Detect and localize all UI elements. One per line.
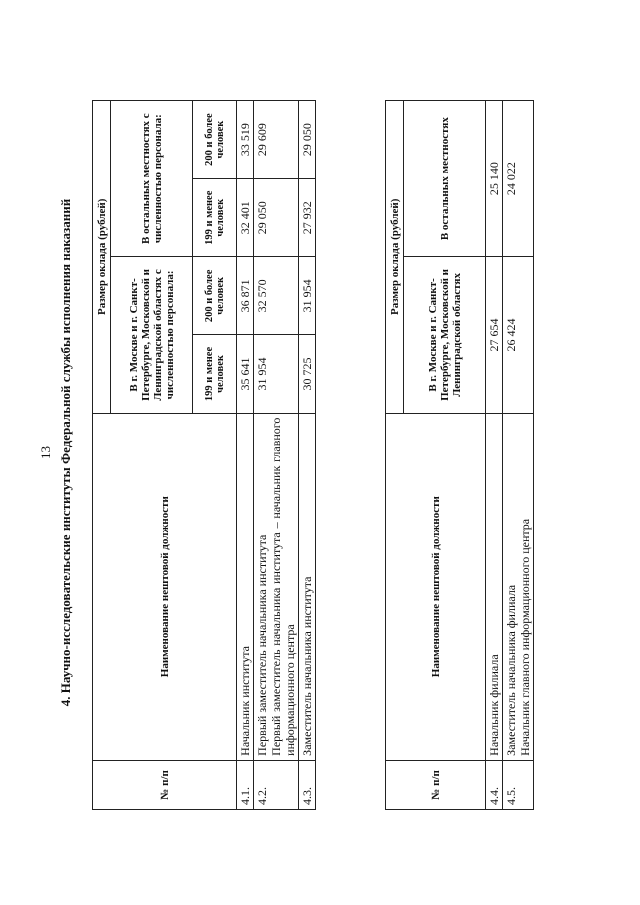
row-number: 4.4. <box>486 760 503 809</box>
table-row <box>299 101 316 810</box>
salary-table-1 <box>92 100 316 810</box>
subheader-other-199: 199 и менее человек <box>193 179 237 257</box>
salary-moscow-200: 36 871 <box>237 257 254 335</box>
other-header: В остальных местностях <box>404 101 486 257</box>
section-title: 4. Научно-исследовательские институты Федеральной службы исполнения наказаний <box>58 198 73 707</box>
subheader-moscow-199: 199 и менее человек <box>193 335 237 413</box>
col-num-header: № п/п <box>93 760 237 809</box>
row-number: 4.5. <box>503 760 534 809</box>
moscow-header: В г. Москве и г. Санкт-Петербурге, Московской и Ленинградской областях с численностью персонала: <box>111 257 193 413</box>
salary-other-199: 29 050 <box>254 179 299 257</box>
salary-moscow-200: 31 954 <box>299 257 316 335</box>
salary-moscow-200: 32 570 <box>254 257 299 335</box>
subheader-moscow-200: 200 и более человек <box>193 257 237 335</box>
table-row <box>486 101 503 810</box>
row-number: 4.3. <box>299 760 316 809</box>
salary-moscow-199: 31 954 <box>254 335 299 413</box>
salary-other: 24 022 <box>503 101 534 257</box>
salary-moscow: 26 424 <box>503 257 534 413</box>
other-header: В остальных местностях с численностью персонала: <box>111 101 193 257</box>
salary-other-199: 27 932 <box>299 179 316 257</box>
salary-other-200: 29 609 <box>254 101 299 179</box>
position-name: Первый заместитель начальника института Первый заместитель начальника института – начальник главного информационного центра <box>254 413 299 760</box>
salary-header: Размер оклада (рублей) <box>386 101 404 414</box>
position-name: Начальник института <box>237 413 254 760</box>
position-name: Заместитель начальника института <box>299 413 316 760</box>
position-name: Начальник филиала <box>486 413 503 760</box>
table-row <box>237 101 254 810</box>
col-name-header: Наименование нештовой должности <box>386 413 486 760</box>
col-num-header: № п/п <box>386 760 486 809</box>
page-number: 13 <box>38 446 53 459</box>
table-row <box>254 101 299 810</box>
salary-other-200: 29 050 <box>299 101 316 179</box>
salary-other-199: 32 401 <box>237 179 254 257</box>
row-number: 4.2. <box>254 760 299 809</box>
moscow-header: В г. Москве и г. Санкт-Петербурге, Московской и Ленинградской областях <box>404 257 486 413</box>
row-number: 4.1. <box>237 760 254 809</box>
salary-moscow: 27 654 <box>486 257 503 413</box>
salary-other-200: 33 519 <box>237 101 254 179</box>
col-name-header: Наименование нештовой должности <box>93 413 237 760</box>
salary-table-2 <box>385 100 534 810</box>
subheader-other-200: 200 и более человек <box>193 101 237 179</box>
position-name: Заместитель начальника филиала Начальник главного информационного центра <box>503 413 534 760</box>
salary-other: 25 140 <box>486 101 503 257</box>
salary-moscow-199: 35 641 <box>237 335 254 413</box>
salary-moscow-199: 30 725 <box>299 335 316 413</box>
salary-header: Размер оклада (рублей) <box>93 101 111 414</box>
table-row <box>503 101 534 810</box>
